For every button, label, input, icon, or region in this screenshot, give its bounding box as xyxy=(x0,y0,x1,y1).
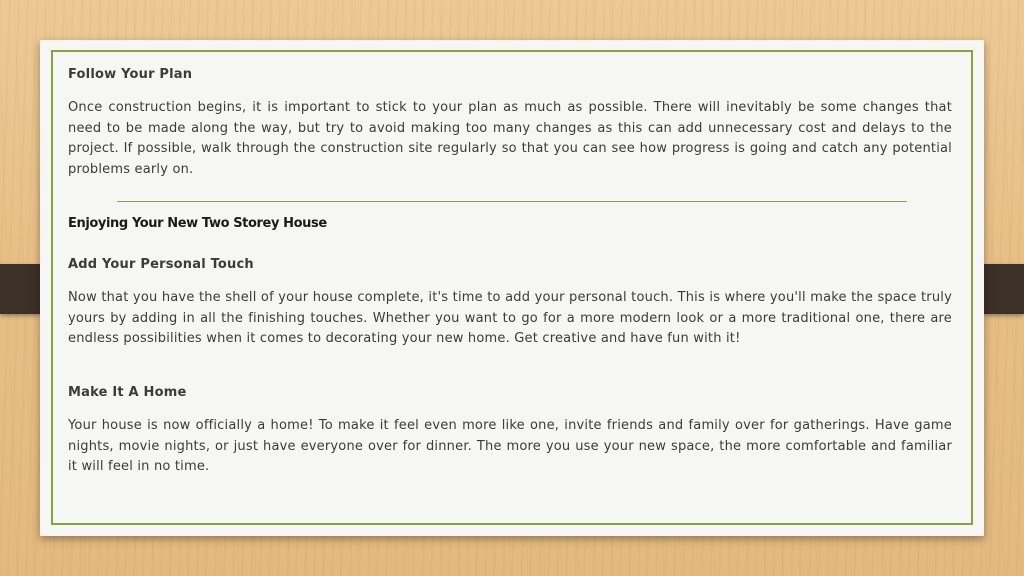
section-divider xyxy=(117,201,907,202)
heading-make-it-a-home: Make It A Home xyxy=(68,385,187,400)
paragraph-make-it-a-home: Your house is now officially a home! To make it feel even more like one, invite friends and family over for gatherings. Have game nights, movie nights, or just have everyone over for dinner. The more you use your new space, the more comfortable and familiar it will feel in no time. xyxy=(68,418,952,474)
left-side-band xyxy=(0,264,40,314)
paragraph-follow-your-plan: Once construction begins, it is important to stick to your plan as much as possible. There will inevitably be some changes that need to be made along the way, but try to avoid making too many changes as this can add unnecessary cost and delays to the project. If possible, walk through the construction site regularly so that you can see how progress is going and catch any potential problems early on. xyxy=(68,100,952,177)
slide-card xyxy=(40,40,984,536)
right-side-band xyxy=(984,264,1024,314)
heading-enjoying-house: Enjoying Your New Two Storey House xyxy=(68,216,327,231)
heading-add-personal-touch: Add Your Personal Touch xyxy=(68,257,254,272)
paragraph-add-personal-touch: Now that you have the shell of your house complete, it's time to add your personal touch. This is where you'll make the space truly yours by adding in all the finishing touches. Whether you want to go for a more modern look or a more traditional one, there are endless possibilities when it comes to decorating your new home. Get creative and have fun with it! xyxy=(68,290,952,346)
heading-follow-your-plan: Follow Your Plan xyxy=(68,67,193,82)
